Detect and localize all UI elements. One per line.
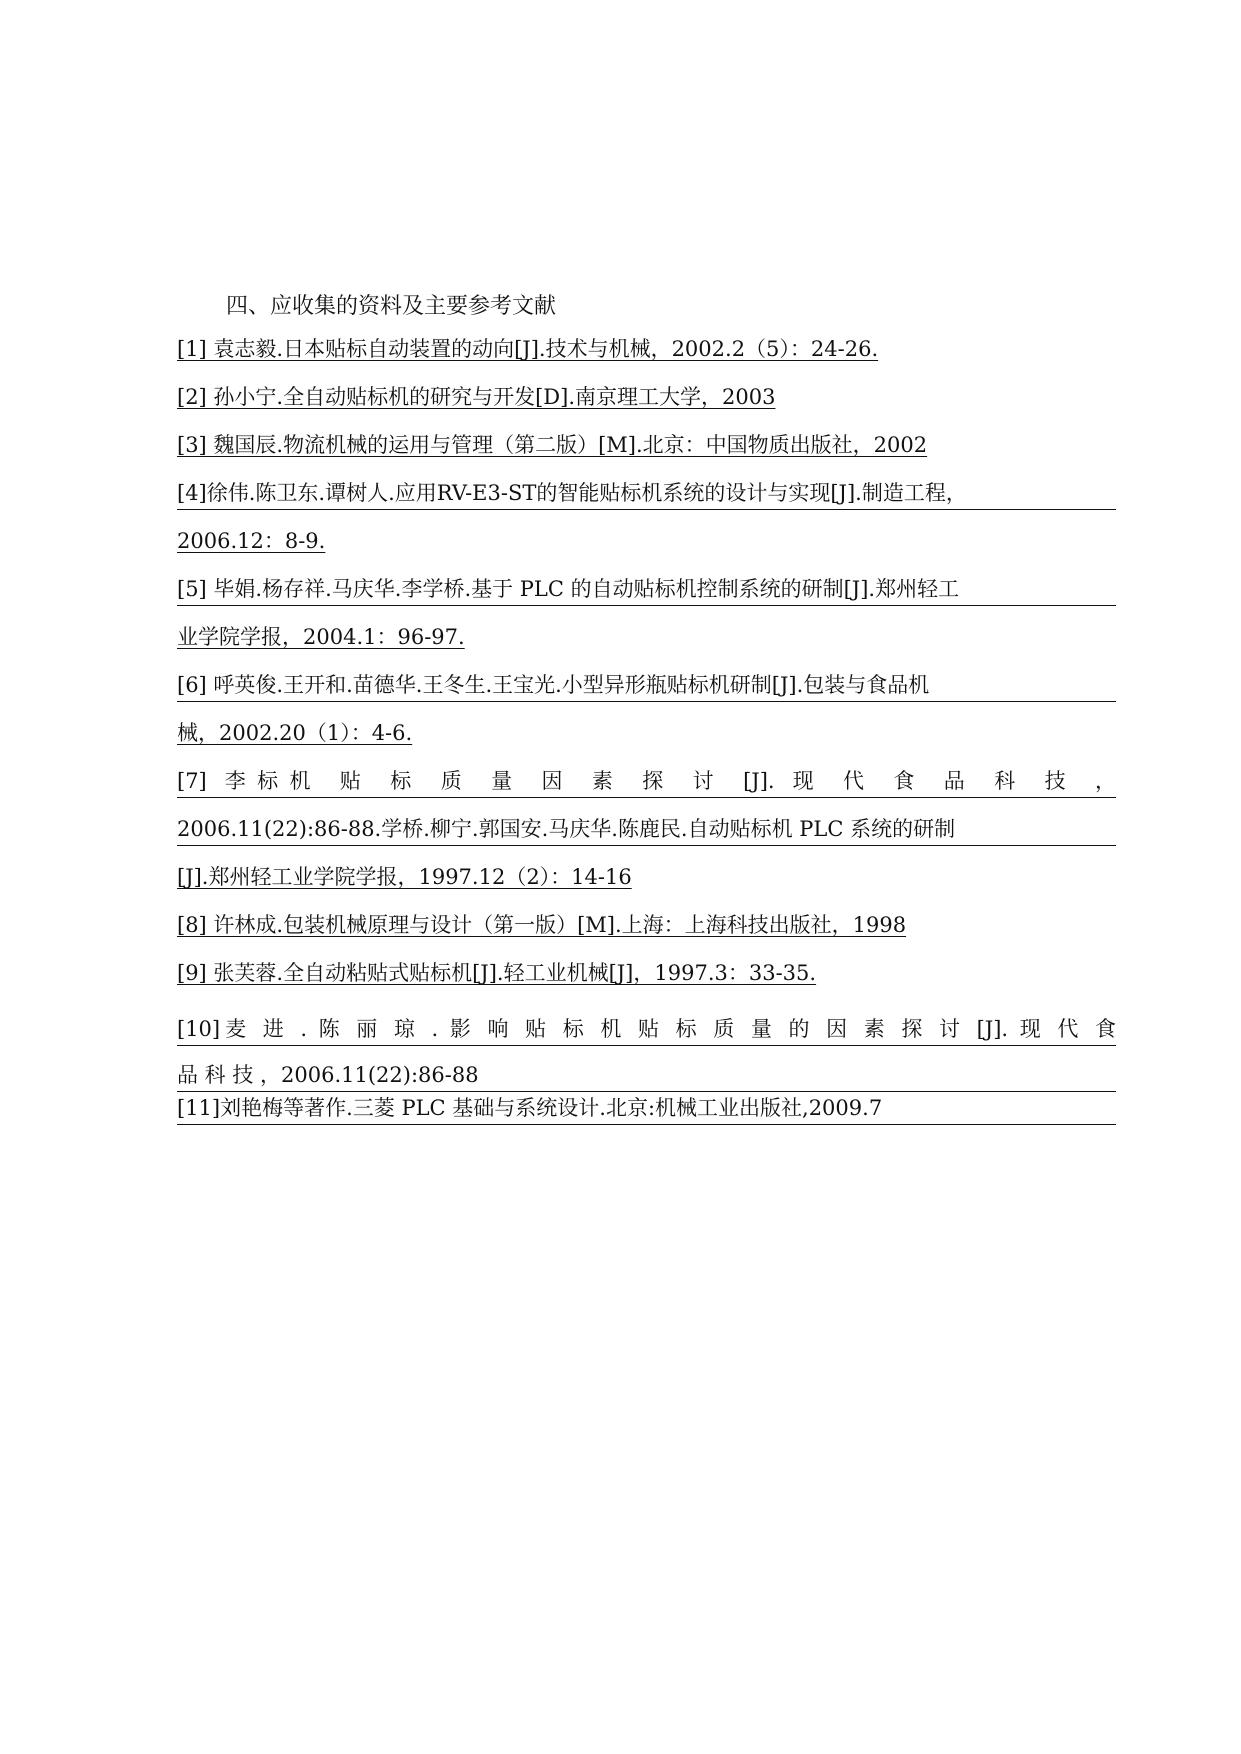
reference-line: [8] 许林成.包装机械原理与设计（第一版）[M].上海：上海科技出版社，1998 <box>177 913 907 937</box>
reference-line: [5] 毕娟.杨存祥.马庆华.李学桥.基于 PLC 的自动贴标机控制系统的研制[J].郑州轻工 <box>177 575 1116 606</box>
reference-line: [11]刘艳梅等著作.三菱 PLC 基础与系统设计.北京:机械工业出版社,2009.7 <box>177 1094 1116 1125</box>
reference-line: [1] 袁志毅.日本贴标自动装置的动向[J].技术与机械，2002.2（5）：24-26. <box>177 337 879 361</box>
reference-line: [7] 李标机 贴 标 质 量 因 素 探 讨 [J]. 现 代 食 品 科 技 ， <box>177 767 1116 798</box>
reference-line-continuation: 2006.12：8-9. <box>177 529 326 553</box>
reference-line: [3] 魏国辰.物流机械的运用与管理（第二版）[M].北京：中国物质出版社，2002 <box>177 433 928 457</box>
reference-line: [10]麦 进 . 陈 丽 琼 . 影 响 贴 标 机 贴 标 质 量 的 因 素 探 讨 [J]. 现 代 食 <box>177 1015 1116 1046</box>
reference-line-continuation: 2006.11(22):86-88.学桥.柳宁.郭国安.马庆华.陈鹿民.自动贴标机 PLC 系统的研制 <box>177 815 1116 846</box>
reference-line-continuation: 械，2002.20（1）：4-6. <box>177 721 413 745</box>
reference-line-continuation: 业学院学报，2004.1：96-97. <box>177 625 465 649</box>
reference-line: [2] 孙小宁.全自动贴标机的研究与开发[D].南京理工大学，2003 <box>177 385 776 409</box>
reference-line: [9] 张芙蓉.全自动粘贴式贴标机[J].轻工业机械[J]，1997.3：33-35. <box>177 961 817 985</box>
reference-line: [6] 呼英俊.王开和.苗德华.王冬生.王宝光.小型异形瓶贴标机研制[J].包装与食品机 <box>177 671 1116 702</box>
reference-line: [4]徐伟.陈卫东.谭树人.应用RV-E3-ST的智能贴标机系统的设计与实现[J].制造工程， <box>177 479 1116 510</box>
reference-line-continuation: 品 科 技 ，2006.11(22):86-88 <box>177 1061 1116 1092</box>
reference-line-continuation: [J].郑州轻工业学院学报，1997.12（2）：14-16 <box>177 865 632 889</box>
section-heading: 四、应收集的资料及主要参考文献 <box>226 294 557 319</box>
